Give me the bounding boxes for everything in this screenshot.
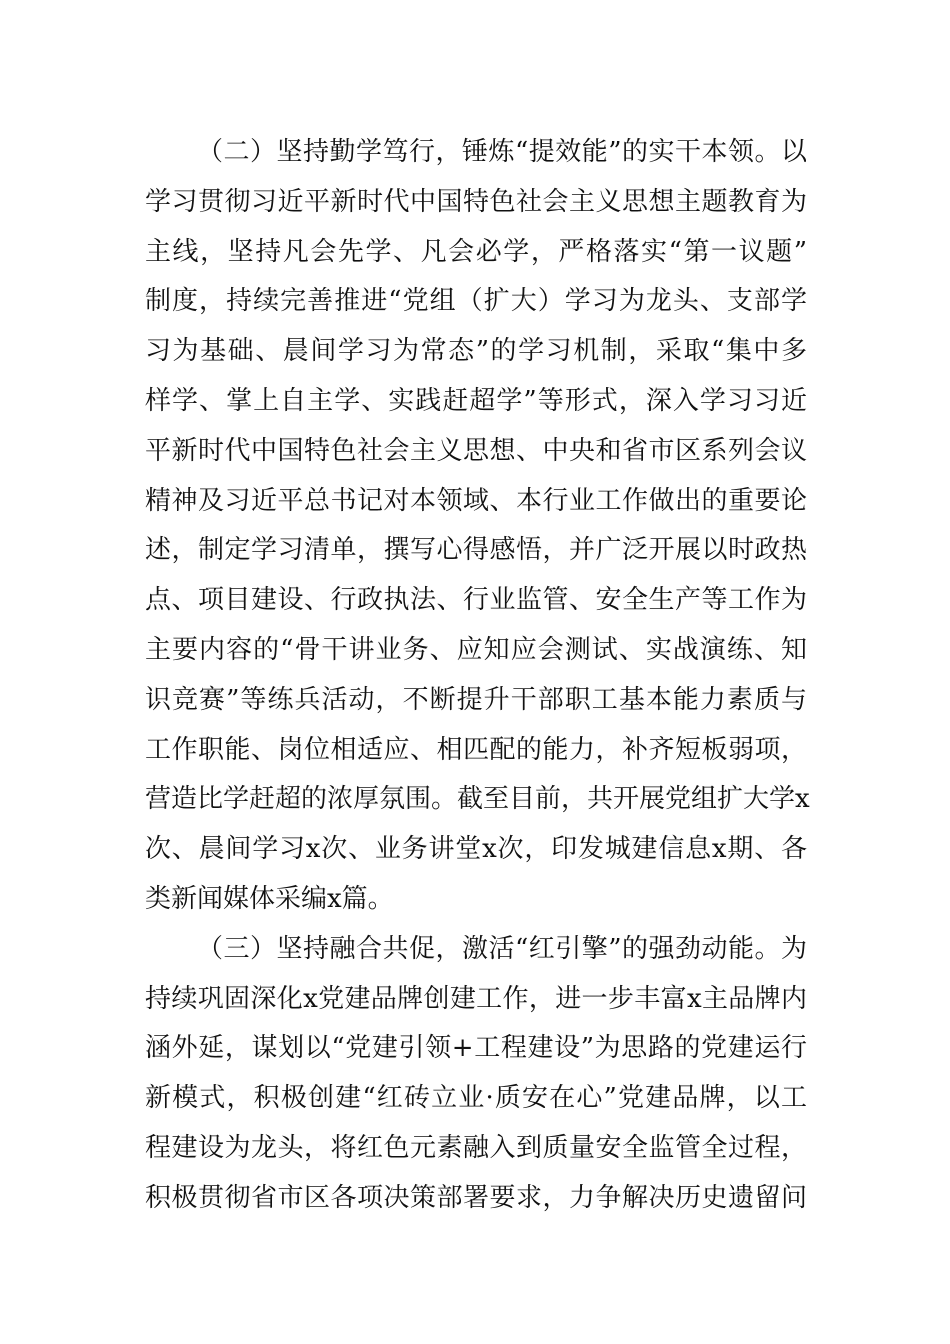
paragraph-3-line-2: 持续巩固深化x党建品牌创建工作，进一步丰富x主品牌内 bbox=[145, 983, 807, 1014]
paragraph-3-line-5: 程建设为龙头，将红色元素融入到质量安全监管全过程， bbox=[145, 1132, 807, 1163]
paragraph-2-line-4: 制度，持续完善推进“党组（扩大）学习为龙头、支部学 bbox=[145, 286, 807, 317]
paragraph-2-line-10: 点、项目建设、行政执法、行业监管、安全生产等工作为 bbox=[145, 585, 807, 616]
paragraph-2-line-15: 次、晨间学习x次、业务讲堂x次，印发城建信息x期、各 bbox=[145, 834, 807, 865]
paragraph-2-line-16: 类新闻媒体采编x篇。 bbox=[145, 883, 394, 914]
paragraph-2-line-14: 营造比学赶超的浓厚氛围。截至目前，共开展党组扩大学x bbox=[145, 784, 810, 815]
paragraph-2-line-6: 样学、掌上自主学、实践赶超学”等形式，深入学习习近 bbox=[145, 385, 807, 416]
paragraph-3-line-4: 新模式，积极创建“红砖立业·质安在心”党建品牌，以工 bbox=[145, 1083, 807, 1114]
paragraph-2-line-3: 主线，坚持凡会先学、凡会必学，严格落实“第一议题” bbox=[145, 236, 807, 267]
paragraph-2-line-2: 学习贯彻习近平新时代中国特色社会主义思想主题教育为 bbox=[145, 186, 807, 217]
paragraph-2-line-5: 习为基础、晨间学习为常态”的学习机制，采取“集中多 bbox=[145, 336, 807, 367]
paragraph-3-line-3: 涵外延，谋划以“党建引领+工程建设”为思路的党建运行 bbox=[145, 1033, 807, 1064]
paragraph-2-line-11: 主要内容的“骨干讲业务、应知应会测试、实战演练、知 bbox=[145, 634, 807, 665]
paragraph-2-line-9: 述，制定学习清单，撰写心得感悟，并广泛开展以时政热 bbox=[145, 535, 807, 566]
document-body bbox=[145, 128, 810, 1224]
paragraph-3-line-1: （三）坚持融合共促，激活“红引擎”的强劲动能。为 bbox=[197, 933, 807, 964]
paragraph-3-line-6: 积极贯彻省市区各项决策部署要求，力争解决历史遗留问 bbox=[145, 1182, 807, 1213]
paragraph-2-line-7: 平新时代中国特色社会主义思想、中央和省市区系列会议 bbox=[145, 435, 807, 466]
paragraph-2-line-8: 精神及习近平总书记对本领域、本行业工作做出的重要论 bbox=[145, 485, 807, 516]
paragraph-2-line-12: 识竞赛”等练兵活动，不断提升干部职工基本能力素质与 bbox=[145, 684, 807, 715]
paragraph-2-line-1: （二）坚持勤学笃行，锤炼“提效能”的实干本领。以 bbox=[197, 137, 807, 167]
paragraph-2-line-13: 工作职能、岗位相适应、相匹配的能力，补齐短板弱项， bbox=[145, 734, 807, 765]
